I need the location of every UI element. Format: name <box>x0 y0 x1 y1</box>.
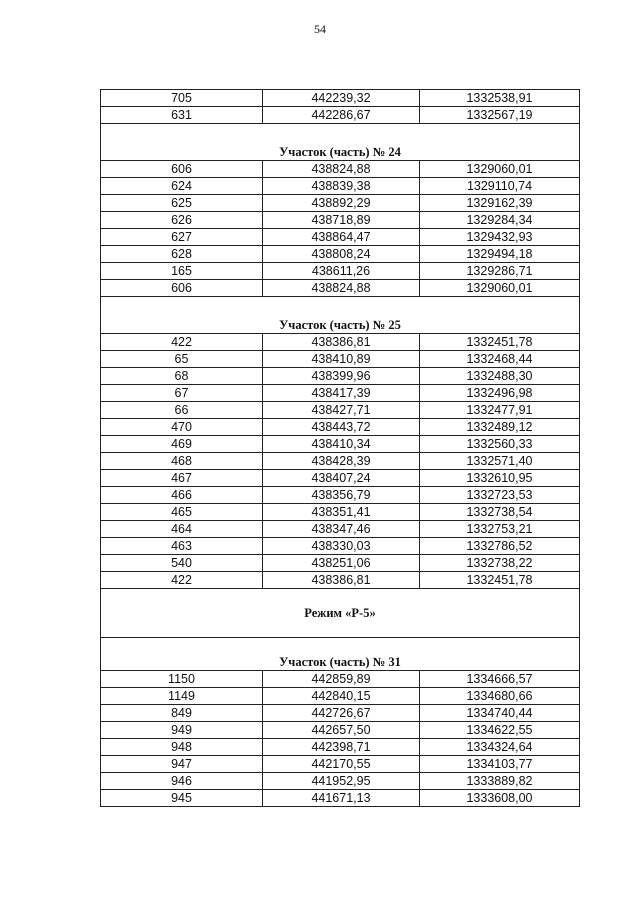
y-coordinate-cell: 1329162,39 <box>420 195 580 212</box>
y-coordinate-cell: 1333889,82 <box>420 773 580 790</box>
table-row <box>101 671 580 688</box>
point-number-cell: 68 <box>101 368 263 385</box>
point-number-cell: 464 <box>101 521 263 538</box>
point-number-cell: 66 <box>101 402 263 419</box>
x-coordinate-cell: 438399,96 <box>263 368 420 385</box>
x-coordinate-cell: 438330,03 <box>263 538 420 555</box>
y-coordinate-cell: 1329284,34 <box>420 212 580 229</box>
y-coordinate-cell: 1329110,74 <box>420 178 580 195</box>
table-row <box>101 790 580 807</box>
point-number-cell: 65 <box>101 351 263 368</box>
y-coordinate-cell: 1332477,91 <box>420 402 580 419</box>
point-number-cell: 1149 <box>101 688 263 705</box>
x-coordinate-cell: 438427,71 <box>263 402 420 419</box>
table-row <box>101 107 580 124</box>
point-number-cell: 948 <box>101 739 263 756</box>
x-coordinate-cell: 438611,26 <box>263 263 420 280</box>
point-number-cell: 626 <box>101 212 263 229</box>
y-coordinate-cell: 1334740,44 <box>420 705 580 722</box>
coordinates-table <box>100 89 580 807</box>
y-coordinate-cell: 1332786,52 <box>420 538 580 555</box>
point-number-cell: 165 <box>101 263 263 280</box>
x-coordinate-cell: 442170,55 <box>263 756 420 773</box>
x-coordinate-cell: 442726,67 <box>263 705 420 722</box>
table-row <box>101 572 580 589</box>
x-coordinate-cell: 442840,15 <box>263 688 420 705</box>
x-coordinate-cell: 438892,29 <box>263 195 420 212</box>
y-coordinate-cell: 1329286,71 <box>420 263 580 280</box>
point-number-cell: 466 <box>101 487 263 504</box>
table-row <box>101 195 580 212</box>
section-row <box>101 124 580 161</box>
table-row <box>101 178 580 195</box>
x-coordinate-cell: 438351,41 <box>263 504 420 521</box>
x-coordinate-cell: 438824,88 <box>263 280 420 297</box>
table-row <box>101 368 580 385</box>
table-row <box>101 263 580 280</box>
x-coordinate-cell: 438824,88 <box>263 161 420 178</box>
section-row <box>101 297 580 334</box>
x-coordinate-cell: 438417,39 <box>263 385 420 402</box>
y-coordinate-cell: 1334666,57 <box>420 671 580 688</box>
y-coordinate-cell: 1329060,01 <box>420 161 580 178</box>
table-row <box>101 280 580 297</box>
plot-part-heading: Участок (часть) № 24 <box>101 124 580 161</box>
point-number-cell: 945 <box>101 790 263 807</box>
table-row <box>101 504 580 521</box>
plot-part-heading: Участок (часть) № 25 <box>101 297 580 334</box>
point-number-cell: 468 <box>101 453 263 470</box>
y-coordinate-cell: 1332538,91 <box>420 90 580 107</box>
point-number-cell: 625 <box>101 195 263 212</box>
table-row <box>101 773 580 790</box>
x-coordinate-cell: 438808,24 <box>263 246 420 263</box>
point-number-cell: 631 <box>101 107 263 124</box>
y-coordinate-cell: 1332451,78 <box>420 572 580 589</box>
y-coordinate-cell: 1329494,18 <box>420 246 580 263</box>
x-coordinate-cell: 438356,79 <box>263 487 420 504</box>
point-number-cell: 465 <box>101 504 263 521</box>
table-row <box>101 756 580 773</box>
point-number-cell: 849 <box>101 705 263 722</box>
x-coordinate-cell: 442239,32 <box>263 90 420 107</box>
x-coordinate-cell: 438410,34 <box>263 436 420 453</box>
y-coordinate-cell: 1332723,53 <box>420 487 580 504</box>
y-coordinate-cell: 1332738,22 <box>420 555 580 572</box>
table-row <box>101 521 580 538</box>
point-number-cell: 67 <box>101 385 263 402</box>
x-coordinate-cell: 438347,46 <box>263 521 420 538</box>
y-coordinate-cell: 1329060,01 <box>420 280 580 297</box>
x-coordinate-cell: 438386,81 <box>263 572 420 589</box>
table-row <box>101 385 580 402</box>
y-coordinate-cell: 1334622,55 <box>420 722 580 739</box>
point-number-cell: 624 <box>101 178 263 195</box>
table-row <box>101 688 580 705</box>
x-coordinate-cell: 438443,72 <box>263 419 420 436</box>
table-row <box>101 436 580 453</box>
point-number-cell: 628 <box>101 246 263 263</box>
y-coordinate-cell: 1332571,40 <box>420 453 580 470</box>
coordinates-table-body <box>101 90 580 807</box>
point-number-cell: 946 <box>101 773 263 790</box>
point-number-cell: 467 <box>101 470 263 487</box>
point-number-cell: 463 <box>101 538 263 555</box>
x-coordinate-cell: 438839,38 <box>263 178 420 195</box>
y-coordinate-cell: 1334103,77 <box>420 756 580 773</box>
table-row <box>101 351 580 368</box>
point-number-cell: 422 <box>101 334 263 351</box>
x-coordinate-cell: 438718,89 <box>263 212 420 229</box>
point-number-cell: 606 <box>101 161 263 178</box>
y-coordinate-cell: 1332560,33 <box>420 436 580 453</box>
y-coordinate-cell: 1332488,30 <box>420 368 580 385</box>
y-coordinate-cell: 1329432,93 <box>420 229 580 246</box>
x-coordinate-cell: 438251,06 <box>263 555 420 572</box>
table-row <box>101 722 580 739</box>
y-coordinate-cell: 1332610,95 <box>420 470 580 487</box>
y-coordinate-cell: 1332567,19 <box>420 107 580 124</box>
table-row <box>101 538 580 555</box>
point-number-cell: 540 <box>101 555 263 572</box>
regime-heading: Режим «Р-5» <box>101 589 580 638</box>
table-row <box>101 487 580 504</box>
y-coordinate-cell: 1334324,64 <box>420 739 580 756</box>
table-row <box>101 161 580 178</box>
x-coordinate-cell: 442657,50 <box>263 722 420 739</box>
point-number-cell: 606 <box>101 280 263 297</box>
table-row <box>101 229 580 246</box>
x-coordinate-cell: 438410,89 <box>263 351 420 368</box>
table-row <box>101 419 580 436</box>
y-coordinate-cell: 1332468,44 <box>420 351 580 368</box>
plot-part-heading: Участок (часть) № 31 <box>101 638 580 671</box>
table-row <box>101 739 580 756</box>
x-coordinate-cell: 441952,95 <box>263 773 420 790</box>
page-number: 54 <box>314 22 326 36</box>
y-coordinate-cell: 1332451,78 <box>420 334 580 351</box>
x-coordinate-cell: 441671,13 <box>263 790 420 807</box>
point-number-cell: 947 <box>101 756 263 773</box>
x-coordinate-cell: 442398,71 <box>263 739 420 756</box>
point-number-cell: 1150 <box>101 671 263 688</box>
point-number-cell: 469 <box>101 436 263 453</box>
y-coordinate-cell: 1334680,66 <box>420 688 580 705</box>
section-row <box>101 589 580 638</box>
x-coordinate-cell: 438428,39 <box>263 453 420 470</box>
y-coordinate-cell: 1332753,21 <box>420 521 580 538</box>
table-row <box>101 470 580 487</box>
y-coordinate-cell: 1332489,12 <box>420 419 580 436</box>
y-coordinate-cell: 1332496,98 <box>420 385 580 402</box>
point-number-cell: 627 <box>101 229 263 246</box>
table-row <box>101 705 580 722</box>
table-row <box>101 334 580 351</box>
x-coordinate-cell: 442286,67 <box>263 107 420 124</box>
table-row <box>101 453 580 470</box>
x-coordinate-cell: 442859,89 <box>263 671 420 688</box>
point-number-cell: 949 <box>101 722 263 739</box>
y-coordinate-cell: 1332738,54 <box>420 504 580 521</box>
point-number-cell: 422 <box>101 572 263 589</box>
table-row <box>101 402 580 419</box>
table-row <box>101 246 580 263</box>
table-row <box>101 555 580 572</box>
table-row <box>101 212 580 229</box>
section-row <box>101 638 580 671</box>
x-coordinate-cell: 438407,24 <box>263 470 420 487</box>
table-row <box>101 90 580 107</box>
point-number-cell: 470 <box>101 419 263 436</box>
y-coordinate-cell: 1333608,00 <box>420 790 580 807</box>
x-coordinate-cell: 438386,81 <box>263 334 420 351</box>
x-coordinate-cell: 438864,47 <box>263 229 420 246</box>
point-number-cell: 705 <box>101 90 263 107</box>
